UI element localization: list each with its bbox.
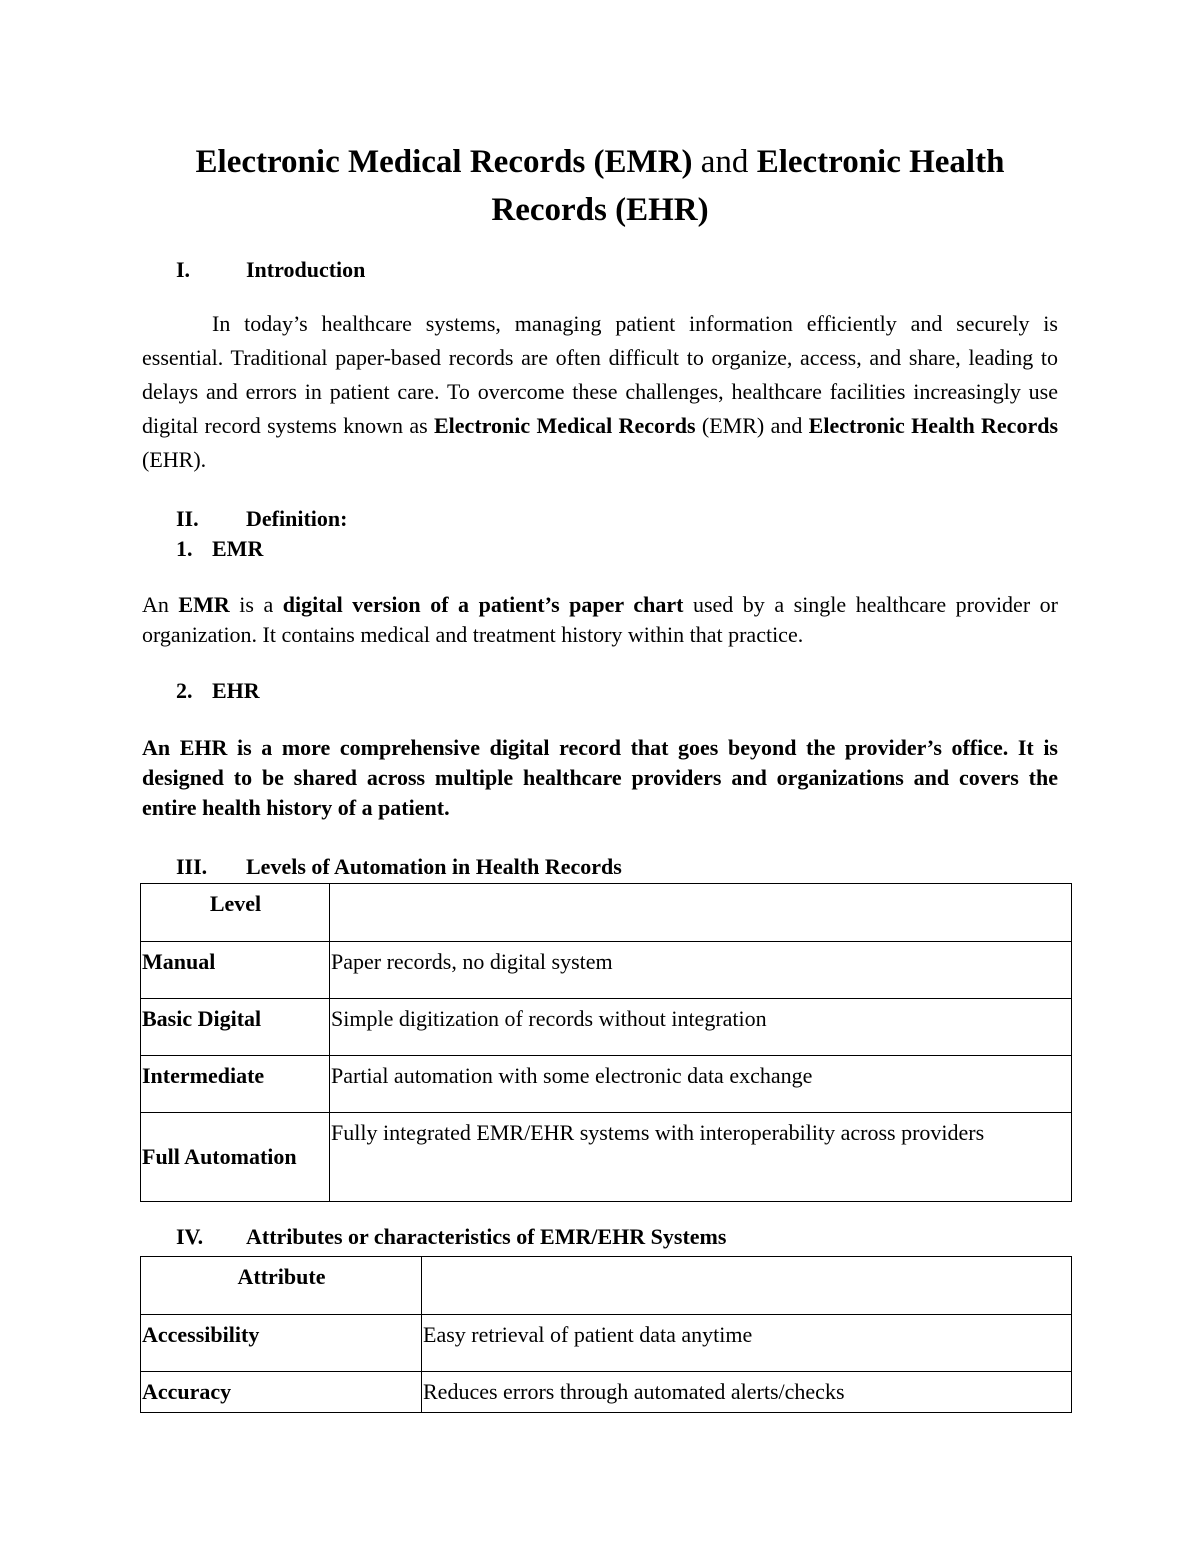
description-cell: Reduces errors through automated alerts/checks [422, 1372, 1072, 1413]
level-cell: Intermediate [141, 1056, 330, 1113]
section-number: I. [176, 257, 191, 282]
section-title: Levels of Automation in Health Records [246, 854, 622, 879]
header-cell: Level [141, 884, 330, 942]
section-title: Definition: [246, 506, 348, 531]
subheading-emr [176, 535, 263, 563]
intro-and: and [770, 413, 803, 438]
attribute-cell: Accuracy [141, 1372, 422, 1413]
header-cell: Attribute [141, 1257, 422, 1315]
title-part1: Electronic Medical Records (EMR) [195, 144, 693, 180]
table-row [141, 999, 1072, 1056]
emr-text-1: An [142, 592, 169, 617]
intro-term-emr: Electronic Medical Records [434, 413, 696, 438]
subheading-label: EMR [212, 536, 264, 561]
table-row [141, 1113, 1072, 1202]
section-title: Introduction [246, 257, 366, 282]
description-cell: Simple digitization of records without integration [330, 999, 1072, 1056]
subheading-label: EHR [212, 678, 260, 703]
table-header-row [141, 884, 1072, 942]
section-heading-introduction [176, 256, 365, 284]
intro-term-ehr: Electronic Health Records [808, 413, 1059, 438]
description-cell: Fully integrated EMR/EHR systems with interoperability across providers [330, 1113, 1072, 1202]
ehr-definition-paragraph: An EHR is a more comprehensive digital record that goes beyond the provider’s office. It is designed to be shared across multiple healthcare providers and organizations and covers the entire health history of a patient. [142, 735, 1058, 820]
attribute-cell: Accessibility [141, 1315, 422, 1372]
intro-body: In today’s healthcare systems, managing patient information efficiently and securely is essential. Traditional paper-based records are often difficult to organize, access, and share, leading to delays and errors in patient care. To overcome these challenges, healthcare facilities increasingly use digital record systems known as [142, 311, 1058, 438]
table-row [141, 1372, 1072, 1413]
section-heading-levels [176, 853, 622, 881]
description-cell: Paper records, no digital system [330, 942, 1072, 999]
table-row [141, 942, 1072, 999]
section-heading-definition [176, 505, 347, 533]
level-cell: Full Automation [141, 1113, 330, 1202]
document-title [140, 138, 1060, 234]
levels-table [140, 883, 1072, 1202]
table-header-row [141, 1257, 1072, 1315]
emr-definition-paragraph [142, 590, 1058, 650]
introduction-paragraph [142, 307, 1058, 477]
table-row [141, 1056, 1072, 1113]
table-row [141, 1315, 1072, 1372]
subheading-ehr [176, 677, 260, 705]
emr-text-5: used by a single healthcare provider or organization. It contains medical and treatment history within that practice. [142, 592, 1059, 647]
title-and: and [700, 144, 749, 180]
section-number: II. [176, 506, 199, 531]
title-line2: Records (EHR) [491, 192, 709, 228]
description-cell: Partial automation with some electronic data exchange [330, 1056, 1072, 1113]
section-number: IV. [176, 1224, 204, 1249]
level-cell: Basic Digital [141, 999, 330, 1056]
section-number: III. [176, 854, 208, 879]
title-part2: Electronic Health [756, 144, 1005, 180]
subheading-number: 1. [176, 536, 193, 561]
section-title: Attributes or characteristics of EMR/EHR Systems [246, 1224, 727, 1249]
emr-text-2: EMR [178, 592, 230, 617]
subheading-number: 2. [176, 678, 193, 703]
section-heading-attributes [176, 1223, 726, 1251]
emr-text-3: is a [239, 592, 274, 617]
intro-abbr-emr: (EMR) [701, 413, 765, 438]
header-cell [422, 1257, 1072, 1315]
intro-abbr-ehr: (EHR) [142, 447, 201, 472]
header-cell [330, 884, 1072, 942]
level-cell: Manual [141, 942, 330, 999]
attributes-table [140, 1256, 1072, 1413]
intro-end: . [200, 447, 207, 472]
emr-text-4: digital version of a patient’s paper chart [282, 592, 684, 617]
description-cell: Easy retrieval of patient data anytime [422, 1315, 1072, 1372]
